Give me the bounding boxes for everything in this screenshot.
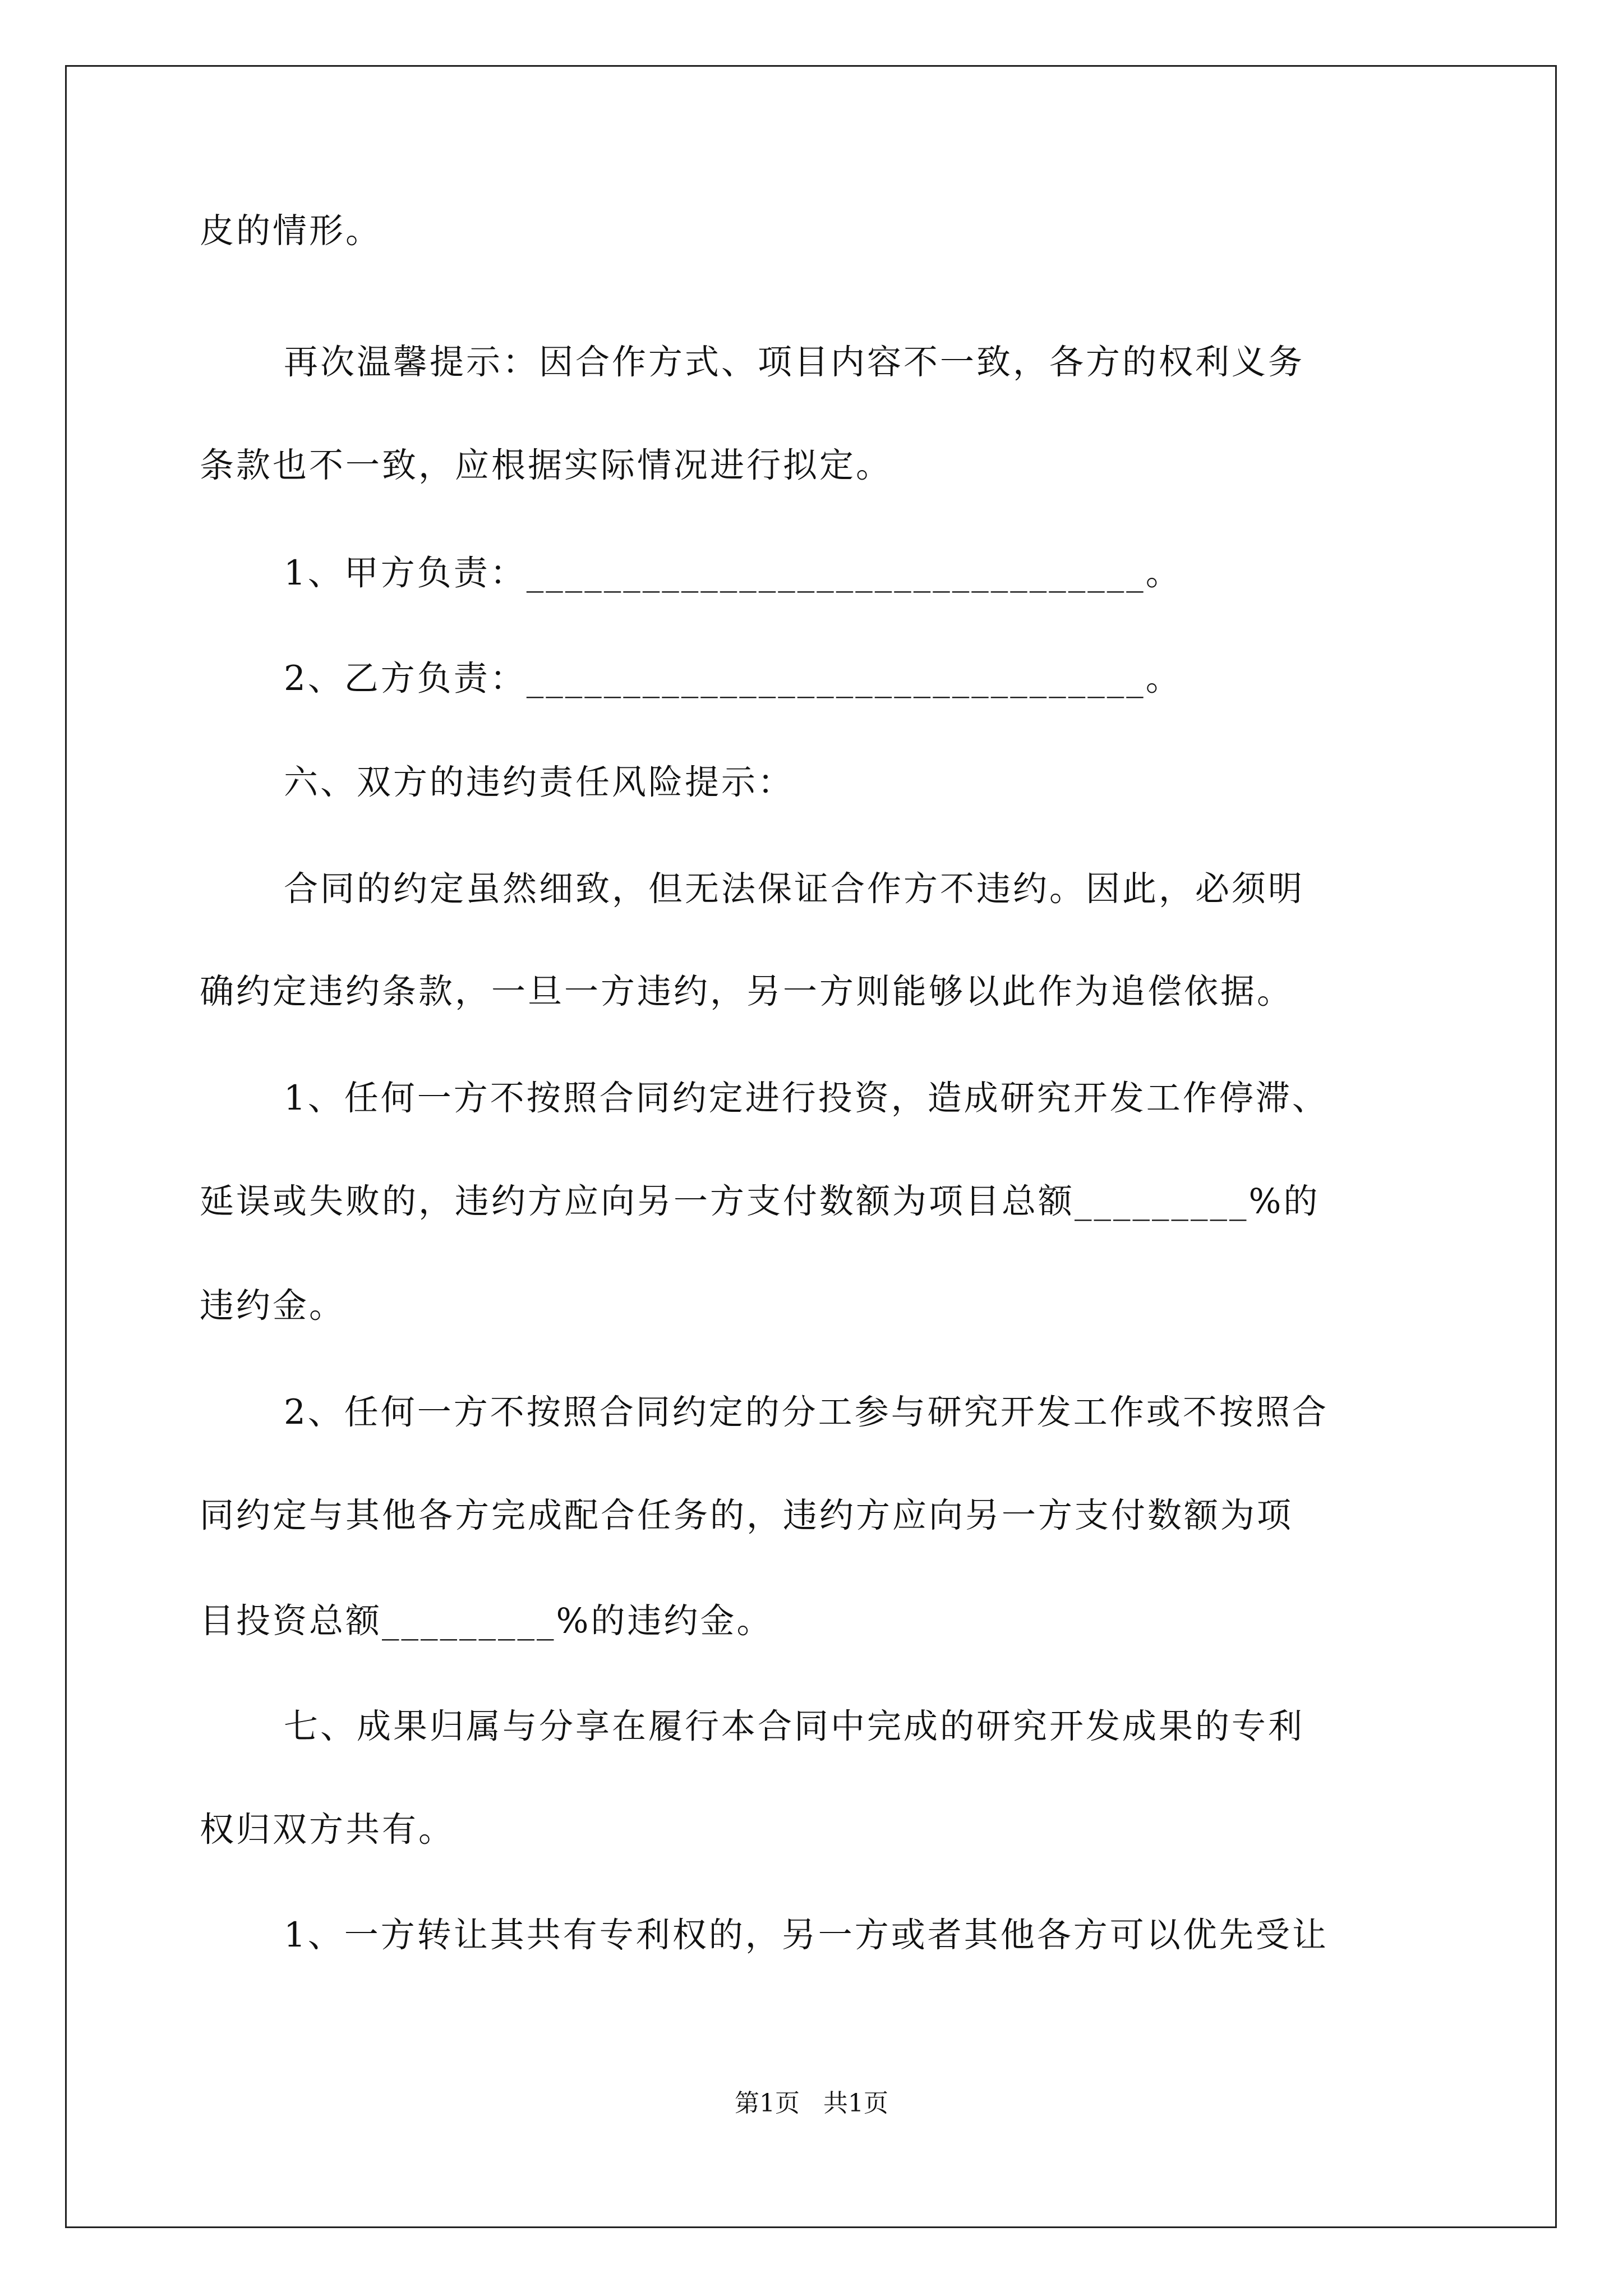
text-line: 违约金。 [200, 1286, 346, 1326]
text-line: 延误或失败的，违约方应向另一方支付数额为项目总额_________%的 [200, 1181, 1320, 1221]
text-line: 条款也不一致，应根据实际情况进行拟定。 [200, 445, 893, 485]
text-line: 再次温馨提示：因合作方式、项目内容不一致，各方的权利义务 [284, 342, 1305, 382]
text-line: 2、任何一方不按照合同约定的分工参与研究开发工作或不按照合 [284, 1392, 1329, 1432]
text-line: 合同的约定虽然细致，但无法保证合作方不违约。因此，必须明 [284, 869, 1305, 909]
page-footer: 第1页 共1页 [735, 2089, 888, 2118]
text-line: 皮的情形。 [200, 211, 382, 251]
text-line: 1、一方转让其共有专利权的，另一方或者其他各方可以优先受让 [284, 1915, 1329, 1955]
page-border [65, 65, 1557, 2228]
text-line: 1、任何一方不按照合同约定进行投资，造成研究开发工作停滞、 [284, 1078, 1329, 1118]
text-line: 同约定与其他各方完成配合任务的，违约方应向另一方支付数额为项 [200, 1496, 1294, 1535]
text-line: 权归双方共有。 [200, 1810, 455, 1849]
section-heading: 七、成果归属与分享在履行本合同中完成的研究开发成果的专利 [284, 1706, 1305, 1746]
text-line: 2、乙方负责：________________________________。 [284, 659, 1182, 698]
text-line: 目投资总额_________%的违约金。 [200, 1601, 773, 1641]
section-heading: 六、双方的违约责任风险提示： [284, 762, 795, 802]
text-line: 确约定违约条款，一旦一方违约，另一方则能够以此作为追偿依据。 [200, 972, 1294, 1011]
text-line: 1、甲方负责：________________________________。 [284, 553, 1182, 593]
